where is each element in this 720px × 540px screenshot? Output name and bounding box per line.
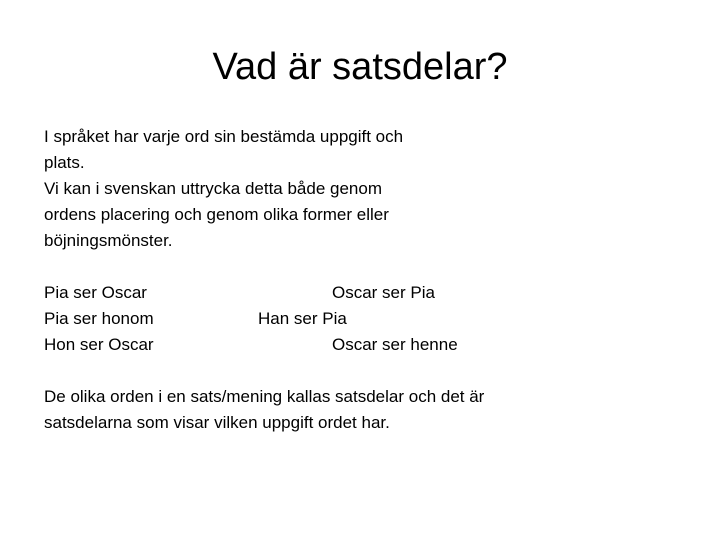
- conclusion-line: satsdelarna som visar vilken uppgift ordet har.: [44, 413, 390, 432]
- intro-line: Vi kan i svenskan uttrycka detta både genom: [44, 179, 382, 198]
- example-row: [44, 280, 604, 306]
- slide-title: Vad är satsdelar?: [212, 46, 508, 88]
- spacer: [44, 254, 604, 280]
- example-right: Han ser Pia: [258, 309, 347, 328]
- example-right: Oscar ser henne: [332, 335, 458, 354]
- slide-body: [44, 124, 604, 436]
- intro-line: plats.: [44, 153, 85, 172]
- spacer: [44, 358, 604, 384]
- example-left: Pia ser Oscar: [44, 283, 147, 302]
- intro-line: I språket har varje ord sin bestämda uppgift och: [44, 127, 404, 146]
- example-row: [44, 306, 604, 332]
- intro-line: böjningsmönster.: [44, 231, 173, 250]
- example-left: Hon ser Oscar: [44, 335, 154, 354]
- conclusion-line: De olika orden i en sats/mening kallas satsdelar och det är: [44, 387, 485, 406]
- example-row: [44, 332, 604, 358]
- example-right: Oscar ser Pia: [332, 283, 435, 302]
- intro-line: ordens placering och genom olika former eller: [44, 205, 389, 224]
- example-left: Pia ser honom: [44, 309, 154, 328]
